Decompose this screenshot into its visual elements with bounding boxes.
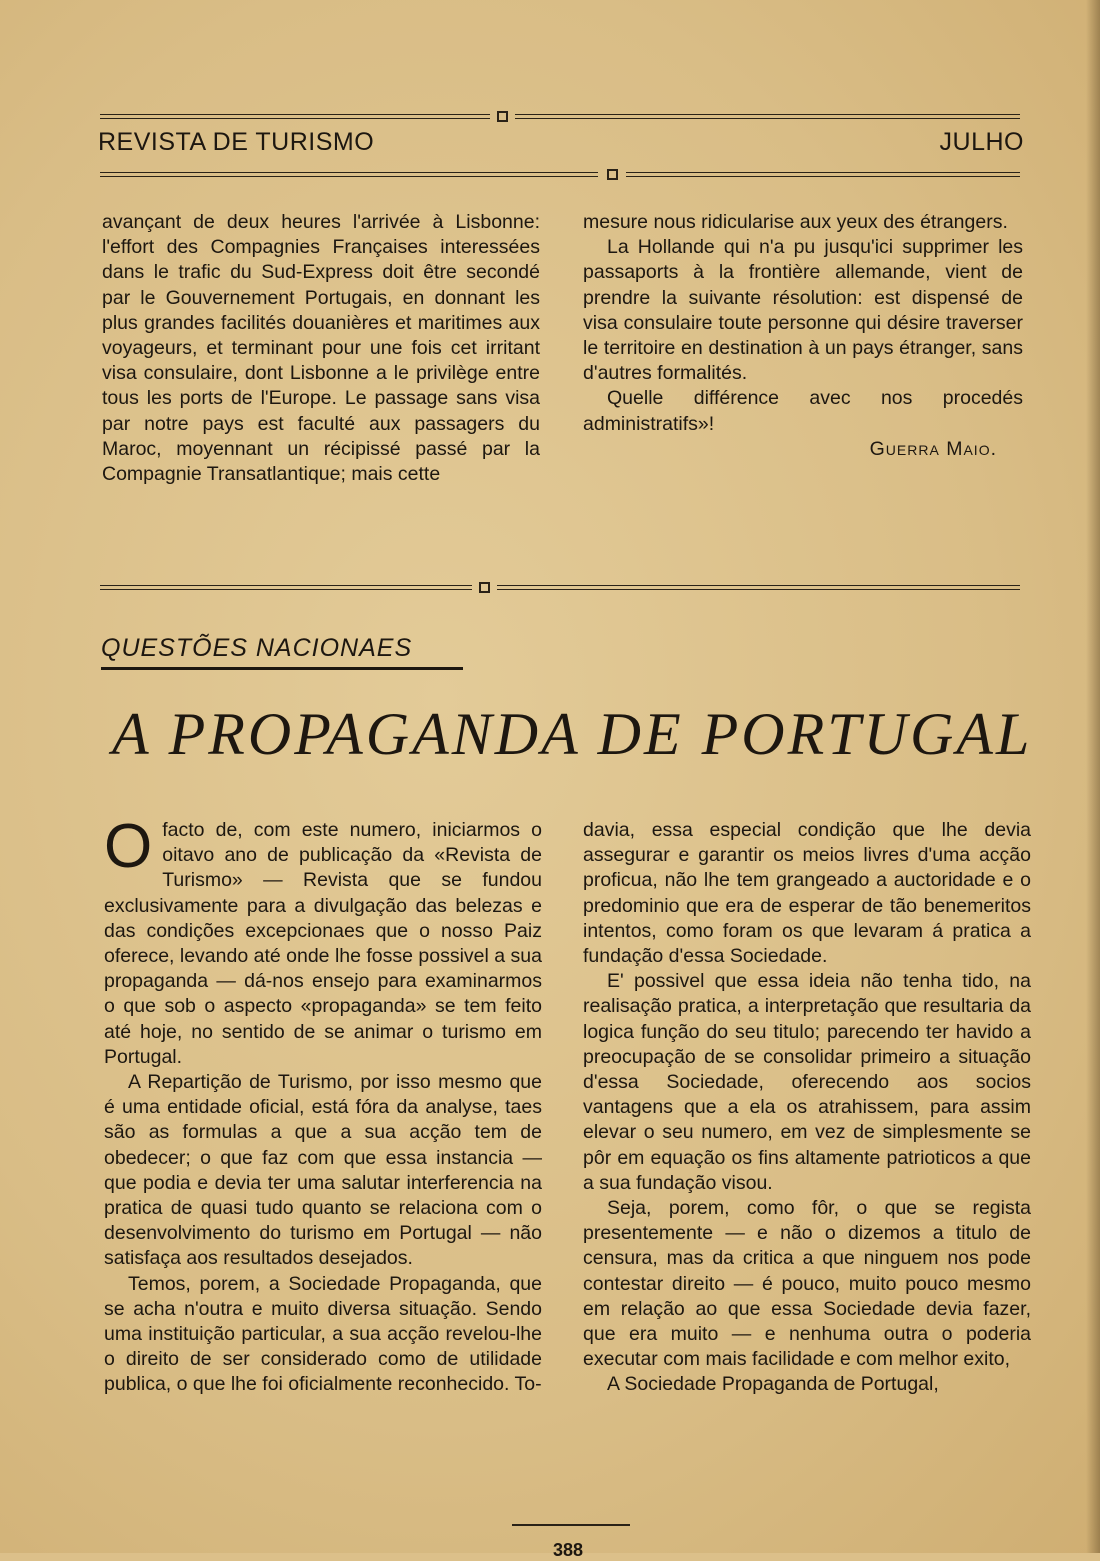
- paragraph: E' possivel que essa ideia não tenha tido, na realisação pratica, a interpretação que resultaria da logica função do seu titulo; parecendo ter havido a preocupação de se consolidar primeiro a situação d'essa Sociedade, oferecendo aos socios vantagens que a ela os atrahissem, para assim elevar o seu numero, em vez de simplesmente se pôr em equação os fins altamente patrioticos a que a sua fundação visou.: [583, 970, 1031, 1194]
- paragraph: davia, essa especial condição que lhe devia assegurar e garantir os meios livres d'uma acção proficua, não lhe tem grangeado a auctoridade e o predominio que era de esperar de tão benemeritos intentos, como foram os que levaram á pratica a fundação d'essa Sociedade.: [583, 819, 1031, 968]
- article-title: A PROPAGANDA DE PORTUGAL: [112, 701, 1033, 767]
- header-bottom-rule-left: [100, 172, 598, 177]
- header-top-rule-left: [100, 114, 490, 119]
- header-top-rule-right: [515, 114, 1020, 119]
- drop-cap: O: [104, 812, 153, 881]
- top-article-column-2: [583, 210, 1023, 462]
- page-number: 388: [553, 1540, 584, 1560]
- paragraph: Quelle différence avec nos procedés administratifs»!: [583, 387, 1023, 435]
- section-label-underline: [101, 667, 463, 670]
- header-top-ornament: [497, 111, 508, 122]
- page-edge-shadow: [1086, 0, 1100, 1553]
- article-column-2: [583, 818, 1031, 1398]
- section-divider-left: [100, 585, 472, 590]
- paragraph: A Sociedade Propaganda de Portugal,: [607, 1373, 939, 1396]
- footer-rule: [512, 1524, 630, 1526]
- paragraph: Seja, porem, como fôr, o que se regista presentemente — e não o dizemos a titulo de censura, mas da critica a que ninguem nos pode contestar direito — é pouco, muito pouco mesmo em relação ao que essa Sociedade devia fazer, que era muito — e nenhuma outra o poderia executar com mais facilidade e com melhor exito,: [583, 1197, 1031, 1371]
- paragraph-text: facto de, com este numero, iniciarmos o oitavo ano de publicação da «Revista de Turismo» — Revista que se fundou exclusivamente para a divulgação das belezas e das condições excepcionaes que o nosso Paiz oferece, levando até onde lhe fosse possivel a sua propaganda — dá-nos ensejo para examinarmos o que sob o aspecto «propaganda» se tem feito até hoje, no sentido de se animar o turismo em Portugal.: [104, 819, 542, 1068]
- issue-month: JULHO: [939, 128, 1024, 156]
- paragraph: [104, 812, 542, 1070]
- header-bottom-rule-right: [626, 172, 1020, 177]
- article-column-1: [104, 812, 542, 1398]
- paragraph: mesure nous ridicularise aux yeux des étrangers.: [583, 211, 1008, 233]
- author-signature: Guerra Maio.: [869, 437, 997, 460]
- paragraph: avançant de deux heures l'arrivée à Lisbonne: l'effort des Compagnies Françaises interessées dans le trafic du Sud-Express doit être secondé par le Gouvernement Portugais, en donnant les plus grandes facilités douanières et maritimes aux voyageurs, et terminant pour une fois cet irritant visa consulaire, dont Lisbonne a le privilège entre tous les ports de l'Europe. Le passage sans visa par notre pays est faculté aux passagers du Maroc, moyennant un récipissé passé par la Compagnie Transatlantique; mais cette: [102, 211, 540, 486]
- header-bottom-ornament: [607, 169, 618, 180]
- section-divider-right: [497, 585, 1020, 590]
- paragraph: La Hollande qui n'a pu jusqu'ici supprimer les passaports à la frontière allemande, vient de prendre la suivante résolution: est dispensé de visa consulaire toute personne qui désire traverser le territoire en destination à un pays étranger, sans d'autres formalités.: [583, 236, 1023, 385]
- paragraph: A Repartição de Turismo, por isso mesmo que é uma entidade oficial, está fóra da analyse, taes são as formulas a que a sua acção tem de obedecer; o que faz com que essa instancia — que podia e devia ter uma salutar interferencia na pratica de quasi tudo quanto se relaciona com o desenvolvimento do turismo em Portugal — não satisfaça aos resultados desejados.: [104, 1071, 542, 1270]
- top-article-column-1: [102, 210, 540, 487]
- section-divider-ornament: [479, 582, 490, 593]
- magazine-title: REVISTA DE TURISMO: [98, 128, 375, 156]
- paragraph: Temos, porem, a Sociedade Propaganda, que se acha n'outra e muito diversa situação. Sendo uma instituição particular, a sua acção revelou-lhe o direito de ser considerado como de utilidade publica, o que lhe foi oficialmente reconhecido. To-: [104, 1272, 542, 1396]
- section-label: QUESTÕES NACIONAES: [101, 634, 413, 662]
